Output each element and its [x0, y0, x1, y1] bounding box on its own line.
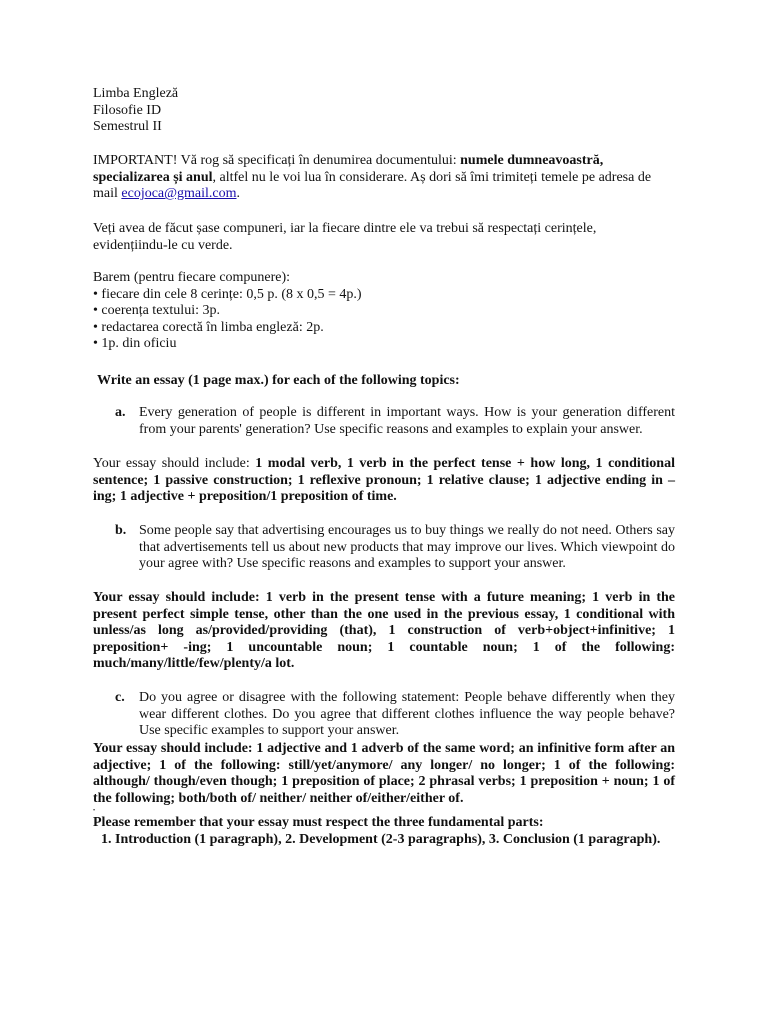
requirements-prefix: Your essay should include:	[93, 456, 256, 471]
topic-label: b.	[115, 523, 127, 538]
small-mark: •	[93, 808, 96, 814]
barem-section	[93, 270, 675, 353]
barem-item: • redactarea corectă în limba engleză: 2p.	[93, 319, 324, 335]
topic-text: Every generation of people is different in important ways. How is your generation different from your parents' generation? Use specific reasons and examples to explain your answer.	[139, 405, 675, 437]
document-header	[93, 86, 675, 136]
program-name: Filosofie ID	[93, 102, 162, 118]
course-name: Limba Engleză	[93, 86, 179, 101]
intro-paragraph: Veți avea de făcut șase compuneri, iar la fiecare dintre ele va trebui să respectați cerințele, evidențiindu-le cu verde.	[93, 221, 597, 253]
email-link[interactable]: ecojoca@gmail.com	[121, 186, 237, 202]
barem-item: • 1p. din oficiu	[93, 336, 177, 352]
barem-item: • coerența textului: 3p.	[93, 303, 220, 319]
barem-item: • fiecare din cele 8 cerințe: 0,5 p. (8 x 0,5 = 4p.)	[93, 286, 362, 302]
topic-text: Do you agree or disagree with the following statement: People behave differently when they wear different clothes. Do you agree that different clothes influence the way people behave? Use specific examples to support your answer.	[139, 690, 675, 739]
topic-c	[93, 690, 675, 740]
topic-c-requirements: Your essay should include: 1 adjective and 1 adverb of the same word; an infinitive form after an adjective; 1 of the following: still/yet/anymore/ any longer/ no longer; 1 of the following: although/ though/even though; 1 preposition of place; 2 phrasal verbs; 1 preposition + noun; 1 of the following; both/both of/ neither/ neither of/either/either of.	[93, 741, 675, 806]
semester-name: Semestrul II	[93, 119, 162, 135]
topic-b-requirements: Your essay should include: 1 verb in the present tense with a future meaning; 1 verb in the present perfect simple tense, other than the one used in the previous essay, 1 conditional with unless/as long as/provided/providing (that), 1 construction of verb+object+infinitive; 1 preposition+ -ing; 1 uncountable noun; 1 countable noun; 1 of the following: much/many/little/few/plenty/a lot.	[93, 590, 675, 672]
reminder-line: Please remember that your essay must respect the three fundamental parts:	[93, 815, 544, 830]
topic-a-requirements	[93, 456, 675, 506]
topic-b	[93, 523, 675, 573]
barem-title: Barem (pentru fiecare compunere):	[93, 270, 291, 285]
important-suffix: .	[236, 186, 241, 202]
important-prefix: IMPORTANT! Vă rog să specificați în denumirea documentului:	[93, 153, 461, 168]
topic-a	[93, 405, 675, 438]
topic-label: a.	[115, 405, 126, 420]
important-bold: numele dumneavoastră, specializarea și anul	[93, 153, 604, 185]
important-notice	[93, 153, 663, 203]
topic-label: c.	[115, 690, 125, 705]
fundamental-parts: 1. Introduction (1 paragraph), 2. Development (2-3 paragraphs), 3. Conclusion (1 paragraph).	[101, 832, 661, 847]
task-heading: Write an essay (1 page max.) for each of the following topics:	[97, 373, 460, 388]
requirements-list: 1 modal verb, 1 verb in the perfect tense + how long, 1 conditional sentence; 1 passive construction; 1 reflexive pronoun; 1 relative clause; 1 adjective ending in –ing; 1 adjective + preposition/1 preposition of time.	[93, 456, 675, 505]
important-mid: , altfel nu le voi lua în considerare. Aș dori să îmi trimiteți temele pe adresa de mail	[93, 169, 652, 202]
topic-text: Some people say that advertising encourages us to buy things we really do not need. Others say that advertisements tell us about new products that may improve our lives. Which viewpoint do your agree with? Use specific reasons and examples to support your answer.	[139, 523, 675, 572]
